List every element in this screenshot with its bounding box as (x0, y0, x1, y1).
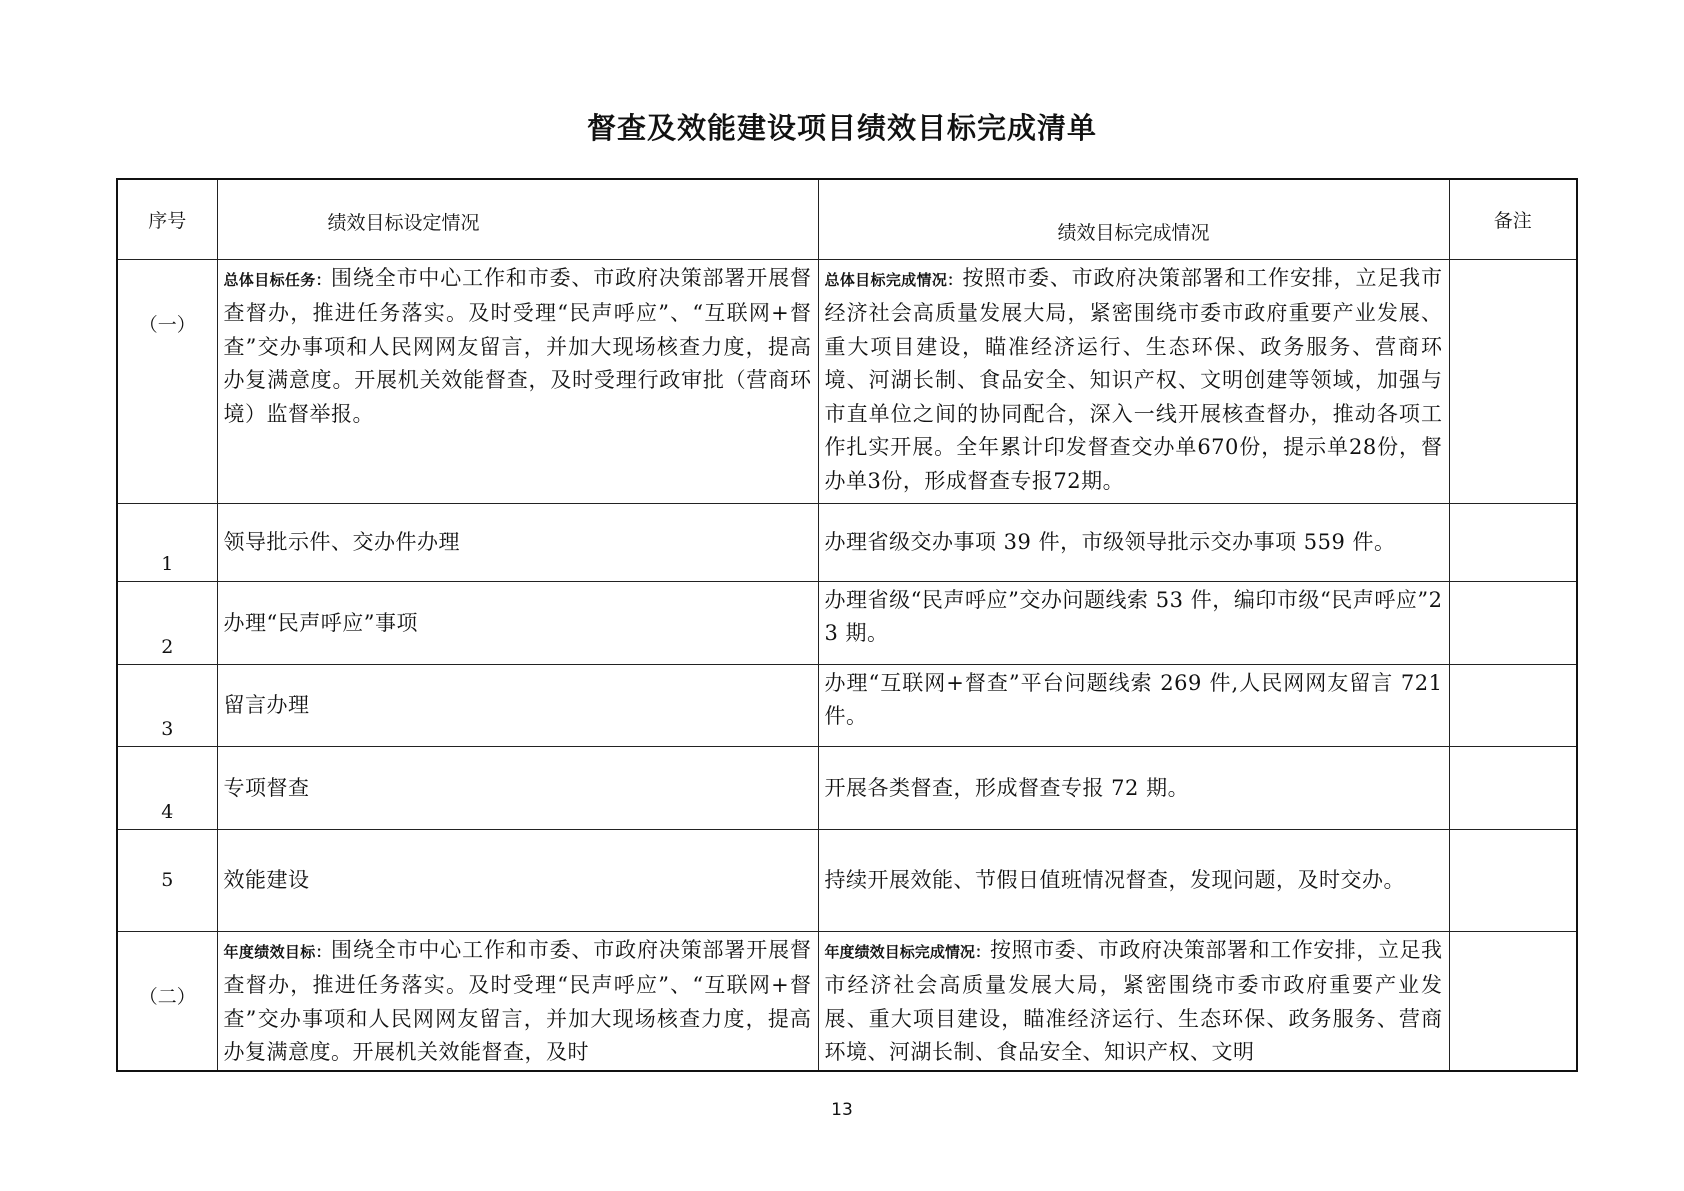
row-set-lead: 年度绩效目标： (223, 942, 331, 961)
page-title: 督查及效能建设项目绩效目标完成清单 (586, 111, 1097, 145)
row-target-set (217, 746, 818, 829)
table-row (117, 581, 1577, 664)
row-done-lead: 总体目标完成情况： (824, 270, 963, 289)
row-done-lead: 年度绩效目标完成情况： (824, 942, 991, 961)
row-target-set (217, 581, 818, 664)
row-note (1449, 503, 1577, 581)
row-target-set (217, 259, 818, 503)
row-set-lead: 总体目标任务： (223, 270, 331, 289)
row-seq: 1 (117, 503, 217, 581)
row-target-done (818, 581, 1449, 664)
row-note (1449, 581, 1577, 664)
table-row (117, 259, 1577, 503)
table-row (117, 829, 1577, 931)
row-done-text: 开展各类督查，形成督查专报 72 期。 (824, 775, 1190, 800)
row-target-set (217, 931, 818, 1071)
header-seq: 序号 (117, 179, 217, 259)
row-target-set (217, 664, 818, 746)
row-seq: 3 (117, 664, 217, 746)
row-seq: （一） (117, 259, 217, 503)
row-seq: （二） (117, 931, 217, 1071)
row-done-text: 按照市委、市政府决策部署和工作安排，立足我市经济社会高质量发展大局，紧密围绕市委市政府重要产业发展、重大项目建设，瞄准经济运行、生态环保、政务服务、营商环境、河湖长制、食品安全、知识产权、文明 (824, 937, 1443, 1064)
row-set-text: 围绕全市中心工作和市委、市政府决策部署开展督查督办，推进任务落实。及时受理“民声呼应”、“互联网+督查”交办事项和人民网网友留言，并加大现场核查力度，提高办复满意度。开展机关效能督查，及时受理行政审批（营商环境）监督举报。 (223, 265, 812, 426)
header-note: 备注 (1449, 179, 1577, 259)
row-seq: 5 (117, 829, 217, 931)
row-set-text: 领导批示件、交办件办理 (223, 530, 460, 555)
row-target-done (818, 931, 1449, 1071)
row-set-text: 效能建设 (223, 868, 310, 893)
row-note (1449, 746, 1577, 829)
row-done-text: 持续开展效能、节假日值班情况督查，发现问题，及时交办。 (824, 868, 1405, 893)
table-header-row (117, 179, 1577, 259)
row-done-text: 办理“互联网+督查”平台问题线索 269 件,人民网网友留言 721 件。 (824, 670, 1443, 728)
header-target-set: 绩效目标设定情况 (217, 179, 818, 259)
row-target-done (818, 829, 1449, 931)
row-set-text: 围绕全市中心工作和市委、市政府决策部署开展督查督办，推进任务落实。及时受理“民声呼应”、“互联网+督查”交办事项和人民网网友留言，并加大现场核查力度，提高办复满意度。开展机关效能督查，及时 (223, 937, 812, 1064)
row-note (1449, 664, 1577, 746)
row-target-done (818, 259, 1449, 503)
row-note (1449, 829, 1577, 931)
row-done-text: 办理省级交办事项 39 件，市级领导批示交办事项 559 件。 (824, 530, 1396, 555)
table-row (117, 746, 1577, 829)
table-row (117, 503, 1577, 581)
row-set-text: 办理“民声呼应”事项 (223, 610, 418, 635)
table-row (117, 664, 1577, 746)
row-note (1449, 259, 1577, 503)
row-target-done (818, 664, 1449, 746)
table-row (117, 931, 1577, 1071)
row-seq: 4 (117, 746, 217, 829)
row-note (1449, 931, 1577, 1071)
row-target-set (217, 829, 818, 931)
row-done-text: 按照市委、市政府决策部署和工作安排，立足我市经济社会高质量发展大局，紧密围绕市委市政府重要产业发展、重大项目建设，瞄准经济运行、生态环保、政务服务、营商环境、河湖长制、食品安全、知识产权、文明创建等领域，加强与市直单位之间的协同配合，深入一线开展核查督办，推动各项工作扎实开展。全年累计印发督查交办单670份，提示单28份，督办单3份，形成督查专报72期。 (824, 265, 1443, 493)
header-target-done: 绩效目标完成情况 (818, 179, 1449, 259)
page-number: 13 (831, 1100, 853, 1120)
row-target-set (217, 503, 818, 581)
performance-table (116, 178, 1578, 1072)
row-set-text: 专项督查 (223, 775, 310, 800)
row-target-done (818, 746, 1449, 829)
row-set-text: 留言办理 (223, 693, 310, 718)
row-done-text: 办理省级“民声呼应”交办问题线索 53 件，编印市级“民声呼应”23 期。 (824, 587, 1443, 645)
row-seq: 2 (117, 581, 217, 664)
row-target-done (818, 503, 1449, 581)
